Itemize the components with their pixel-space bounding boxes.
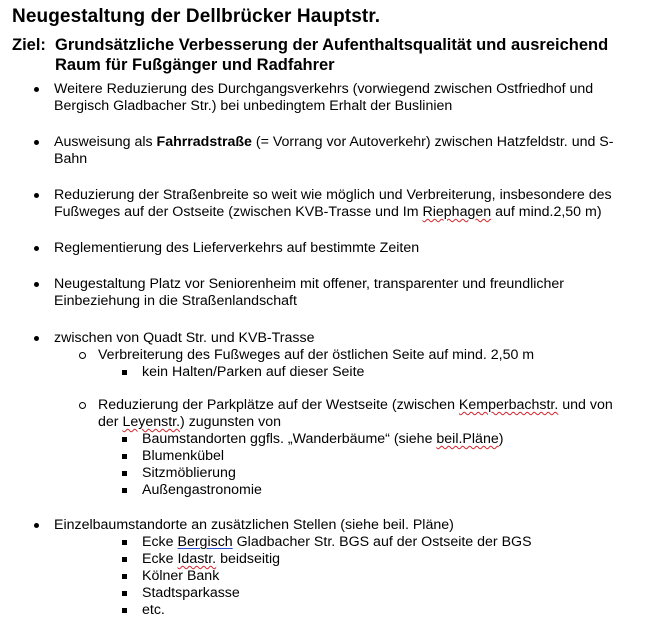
square-bullet <box>122 437 127 442</box>
sub-sub-list-item-text: kein Halten/Parken auf dieser Seite <box>142 364 365 380</box>
list-item-text: zwischen von Quadt Str. und KVB-Trasse <box>54 330 315 346</box>
list-item-text: Reglementierung des Lieferverkehrs auf bestimmte Zeiten <box>54 240 420 256</box>
bullet-dot <box>34 523 39 528</box>
goal-text: Grundsätzliche Verbesserung der Aufenthaltsqualität und ausreichend Raum für Fußgänger und Radfahrer <box>55 36 609 74</box>
text-segment: Baumstandorten ggfls. „Wanderbäume“ (siehe <box>142 431 437 447</box>
sub-sub-list-item-text: Stadtsparkasse <box>142 585 240 601</box>
sub-sub-list-item-text: Sitzmöblierung <box>142 465 236 481</box>
bullet-dot <box>34 193 39 198</box>
circle-bullet <box>79 402 86 409</box>
square-bullet <box>122 540 127 545</box>
text-segment: Reduzierung der Parkplätze auf der Westseite (zwischen <box>98 397 459 413</box>
grammar-marked-word: Bergisch <box>177 534 233 550</box>
square-bullet <box>122 574 127 579</box>
bullet-dot <box>34 336 39 341</box>
document-title: Neugestaltung der Dellbrücker Hauptstr. <box>12 6 381 27</box>
square-bullet <box>122 370 127 375</box>
sub-sub-list-item-text <box>142 551 280 568</box>
goal-label: Ziel: <box>12 36 46 54</box>
text-segment: (= Vorrang vor Autoverkehr) zwischen Hatzfeldstr. und S-Bahn <box>54 134 614 167</box>
spellcheck-word: Idastr. <box>177 551 217 567</box>
text-segment: der <box>98 414 123 430</box>
sub-list-item-text <box>98 397 646 414</box>
spellcheck-word: Leyenstr. <box>122 414 181 430</box>
square-bullet <box>122 454 127 459</box>
list-item-text <box>54 187 646 221</box>
sub-sub-list-item-text: etc. <box>142 602 165 618</box>
bullet-dot <box>34 140 39 145</box>
sub-sub-list-item-text: Außengastronomie <box>142 482 262 498</box>
bold-term: Fahrradstraße <box>156 134 252 150</box>
list-item-text: Neugestaltung Platz vor Seniorenheim mit offener, transparenter und freundlicher Einbeziehung in die Straßenlandschaft <box>54 276 564 309</box>
sub-list-item-continuation <box>98 414 281 431</box>
text-segment: auf mind.2,50 m) <box>491 204 602 220</box>
square-bullet <box>122 557 127 562</box>
square-bullet <box>122 471 127 476</box>
list-item-text: Weitere Reduzierung des Durchgangsverkehrs (vorwiegend zwischen Ostfriedhof und Bergisch Gladbacher Str.) bei unbedingtem Erhalt der Buslinien <box>54 81 594 114</box>
square-bullet <box>122 608 127 613</box>
sub-sub-list-item-text <box>142 534 532 551</box>
text-segment: Ecke <box>142 534 178 550</box>
text-segment: beidseitig <box>216 551 281 567</box>
sub-sub-list-item-text: Blumenkübel <box>142 448 225 464</box>
sub-sub-list-item-text: Kölner Bank <box>142 568 220 584</box>
list-item-text: Einzelbaumstandorte an zusätzlichen Stellen (siehe beil. Pläne) <box>54 517 454 533</box>
bullet-dot <box>34 282 39 287</box>
text-segment: Ecke <box>142 551 178 567</box>
sub-sub-list-item-text <box>142 431 503 448</box>
text-segment: ) zugunsten von <box>180 414 281 430</box>
circle-bullet <box>79 352 86 359</box>
text-segment: Ausweisung als <box>54 134 157 150</box>
text-segment: Gladbacher Str. BGS auf der Ostseite der BGS <box>232 534 532 550</box>
square-bullet <box>122 488 127 493</box>
text-segment: ) <box>498 431 504 447</box>
bullet-dot <box>34 87 39 92</box>
square-bullet <box>122 591 127 596</box>
spellcheck-word: Riephagen <box>422 204 492 220</box>
spellcheck-word: beil.Pläne <box>436 431 499 447</box>
list-item-text <box>54 134 646 168</box>
text-segment: und von <box>558 397 613 413</box>
spellcheck-word: Kemperbachstr. <box>458 397 559 413</box>
sub-list-item-text: Verbreiterung des Fußweges auf der östlichen Seite auf mind. 2,50 m <box>98 347 535 363</box>
bullet-dot <box>34 246 39 251</box>
text-segment: Reduzierung der Straßenbreite so weit wie möglich und Verbreiterung, insbesondere des Fußweges auf der Ostseite (zwischen KVB-Trasse und Im <box>54 187 612 220</box>
